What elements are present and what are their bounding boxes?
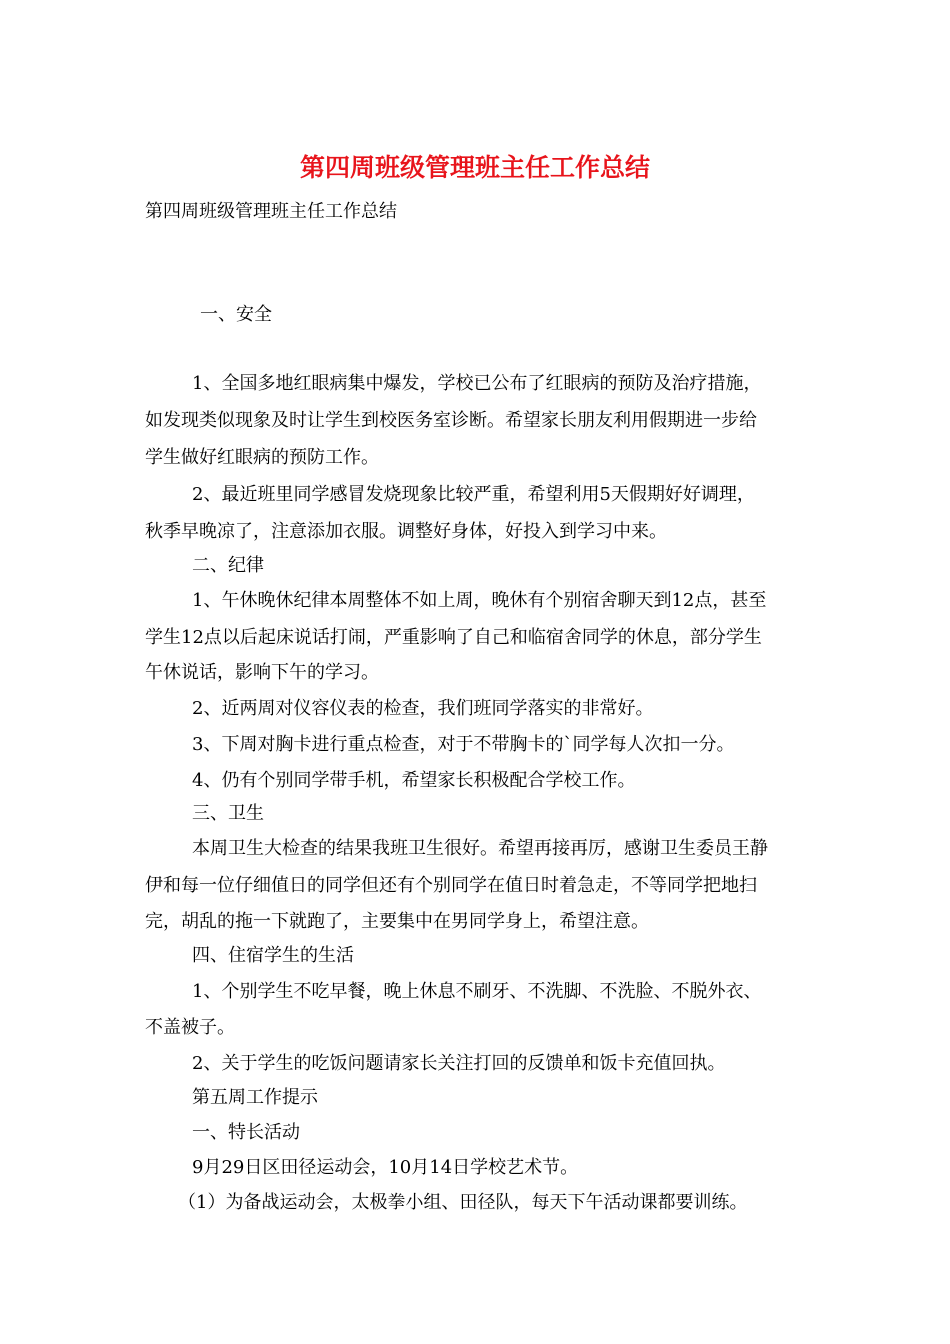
paragraph-line: 2、近两周对仪容仪表的检查，我们班同学落实的非常好。 (192, 698, 654, 719)
paragraph-line: 本周卫生大检查的结果我班卫生很好。希望再接再厉，感谢卫生委员王静 (192, 838, 768, 859)
paragraph-line: 完，胡乱的拖一下就跑了，主要集中在男同学身上，希望注意。 (145, 911, 649, 932)
paragraph-line: 2、关于学生的吃饭问题请家长关注打回的反馈单和饭卡充值回执。 (192, 1053, 726, 1074)
section-heading-safety: 一、安全 (200, 304, 272, 325)
section-heading-boarding: 四、住宿学生的生活 (192, 945, 354, 966)
section-heading-week-five: 第五周工作提示 (192, 1087, 318, 1108)
paragraph-line: （1）为备战运动会，太极拳小组、田径队，每天下午活动课都要训练。 (178, 1192, 748, 1213)
paragraph-line: 秋季早晚凉了，注意添加衣服。调整好身体，好投入到学习中来。 (145, 521, 667, 542)
paragraph-line: 学生做好红眼病的预防工作。 (145, 447, 379, 468)
paragraph-line: 9月29日区田径运动会，10月14日学校艺术节。 (192, 1157, 579, 1178)
paragraph-line: 不盖被子。 (145, 1017, 235, 1038)
paragraph-line: 如发现类似现象及时让学生到校医务室诊断。希望家长朋友利用假期进一步给 (145, 410, 757, 431)
paragraph-line: 2、最近班里同学感冒发烧现象比较严重，希望利用5天假期好好调理， (192, 484, 755, 505)
paragraph-line: 4、仍有个别同学带手机，希望家长积极配合学校工作。 (192, 770, 636, 791)
paragraph-line: 午休说话，影响下午的学习。 (145, 662, 379, 683)
section-heading-specialty: 一、特长活动 (192, 1122, 300, 1143)
document-title: 第四周班级管理班主任工作总结 (299, 153, 650, 182)
section-heading-hygiene: 三、卫生 (192, 803, 264, 824)
paragraph-line: 1、个别学生不吃早餐，晚上休息不刷牙、不洗脚、不洗脸、不脱外衣、 (192, 981, 762, 1002)
document-subtitle: 第四周班级管理班主任工作总结 (145, 201, 397, 222)
paragraph-line: 1、全国多地红眼病集中爆发，学校已公布了红眼病的预防及治疗措施， (192, 373, 762, 394)
paragraph-line: 3、下周对胸卡进行重点检查，对于不带胸卡的`同学每人次扣一分。 (192, 734, 735, 755)
paragraph-line: 学生12点以后起床说话打闹，严重影响了自己和临宿舍同学的休息，部分学生 (145, 627, 762, 648)
paragraph-line: 伊和每一位仔细值日的同学但还有个别同学在值日时着急走，不等同学把地扫 (145, 875, 757, 896)
section-heading-discipline: 二、纪律 (192, 555, 264, 576)
paragraph-line: 1、午休晚休纪律本周整体不如上周，晚休有个别宿舍聊天到12点，甚至 (192, 590, 767, 611)
